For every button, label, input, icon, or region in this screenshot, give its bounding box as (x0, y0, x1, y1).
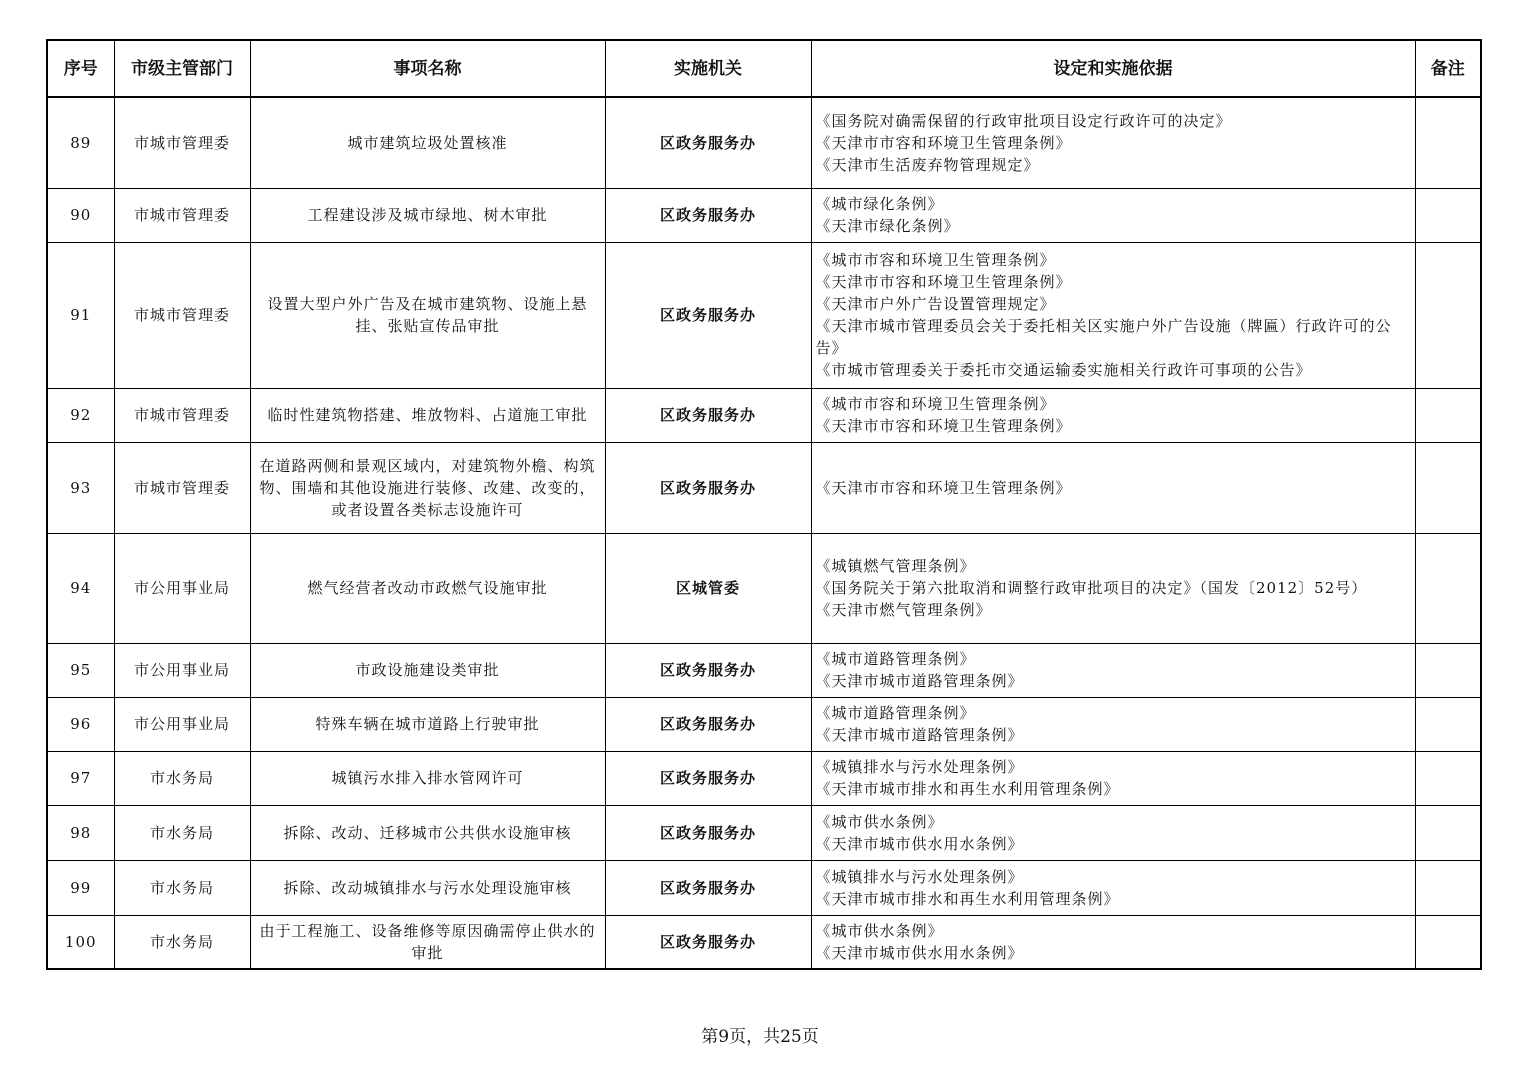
basis-line: 《天津市生活废弃物管理规定》 (815, 155, 1040, 174)
table-row (47, 188, 1481, 242)
header-org: 实施机关 (605, 40, 811, 97)
basis-line: 《天津市城市道路管理条例》 (815, 672, 1024, 690)
row-authority: 区政务服务办 (605, 860, 811, 915)
row-item-name: 工程建设涉及城市绿地、树木审批 (250, 188, 605, 242)
header-item: 事项名称 (250, 40, 605, 97)
basis-line: 《城市市容和环境卫生管理条例》 (815, 395, 1056, 413)
basis-line: 《天津市城市供水用水条例》 (815, 834, 1024, 853)
basis-line: 《国务院对确需保留的行政审批项目设定行政许可的决定》 (815, 111, 1232, 130)
row-item-name: 燃气经营者改动市政燃气设施审批 (250, 533, 605, 643)
row-item-name: 设置大型户外广告及在城市建筑物、设施上悬挂、张贴宣传品审批 (250, 242, 605, 388)
table-row (47, 805, 1481, 860)
row-item-name: 市政设施建设类审批 (250, 643, 605, 697)
row-remark (1415, 242, 1481, 388)
row-number: 93 (47, 442, 114, 533)
row-department: 市水务局 (114, 751, 250, 805)
table-body (47, 97, 1481, 969)
row-number: 94 (47, 533, 114, 643)
row-item-name: 特殊车辆在城市道路上行驶审批 (250, 697, 605, 751)
basis-line: 《市城市管理委关于委托市交通运输委实施相关行政许可事项的公告》 (815, 361, 1312, 379)
basis-line: 《天津市绿化条例》 (815, 217, 960, 235)
table-row (47, 697, 1481, 751)
table-row (47, 915, 1481, 969)
header-dept: 市级主管部门 (114, 40, 250, 97)
row-remark (1415, 643, 1481, 697)
page-footer: 第9页，共25页 (701, 1027, 819, 1047)
header-no: 序号 (47, 40, 114, 97)
row-basis (811, 805, 1415, 860)
row-number: 100 (47, 915, 114, 969)
row-basis (811, 643, 1415, 697)
basis-line: 《城市绿化条例》 (815, 195, 944, 213)
row-item-name: 拆除、改动城镇排水与污水处理设施审核 (250, 860, 605, 915)
row-number: 95 (47, 643, 114, 697)
basis-line: 《城镇燃气管理条例》 (815, 557, 976, 575)
basis-line: 《城市道路管理条例》 (815, 704, 976, 722)
table-row (47, 860, 1481, 915)
row-department: 市水务局 (114, 915, 250, 969)
row-department: 市公用事业局 (114, 643, 250, 697)
row-department: 市公用事业局 (114, 533, 250, 643)
row-authority: 区政务服务办 (605, 242, 811, 388)
table-row (47, 388, 1481, 442)
table-row (47, 533, 1481, 643)
row-item-name: 城镇污水排入排水管网许可 (250, 751, 605, 805)
basis-line: 《天津市城市供水用水条例》 (815, 943, 1024, 962)
table-row (47, 643, 1481, 697)
row-number: 98 (47, 805, 114, 860)
basis-line: 《城镇排水与污水处理条例》 (815, 867, 1024, 886)
row-item-name: 在道路两侧和景观区域内，对建筑物外檐、构筑物、围墙和其他设施进行装修、改建、改变的，或者设置各类标志设施许可 (250, 442, 605, 533)
row-authority: 区城管委 (605, 533, 811, 643)
basis-line: 《城市道路管理条例》 (815, 650, 976, 668)
header-basis: 设定和实施依据 (811, 40, 1415, 97)
row-remark (1415, 533, 1481, 643)
basis-line: 《天津市市容和环境卫生管理条例》 (815, 133, 1072, 152)
basis-line: 《天津市市容和环境卫生管理条例》 (815, 478, 1072, 497)
row-department: 市城市管理委 (114, 188, 250, 242)
row-basis (811, 97, 1415, 188)
basis-line: 《天津市城市管理委员会关于委托相关区实施户外广告设施（牌匾）行政许可的公告》 (815, 317, 1392, 357)
row-authority: 区政务服务办 (605, 442, 811, 533)
row-number: 99 (47, 860, 114, 915)
row-basis (811, 697, 1415, 751)
items-table (46, 39, 1482, 970)
row-department: 市城市管理委 (114, 97, 250, 188)
row-remark (1415, 388, 1481, 442)
row-basis (811, 751, 1415, 805)
basis-line: 《城镇排水与污水处理条例》 (815, 758, 1024, 776)
basis-line: 《国务院关于第六批取消和调整行政审批项目的决定》（国发〔2012〕52号） (815, 579, 1368, 597)
basis-line: 《天津市市容和环境卫生管理条例》 (815, 273, 1072, 291)
basis-line: 《天津市城市排水和再生水利用管理条例》 (815, 889, 1120, 908)
row-department: 市水务局 (114, 805, 250, 860)
row-number: 96 (47, 697, 114, 751)
row-basis (811, 388, 1415, 442)
basis-line: 《天津市城市排水和再生水利用管理条例》 (815, 780, 1120, 798)
basis-line: 《天津市户外广告设置管理规定》 (815, 295, 1056, 313)
basis-line: 《城市供水条例》 (815, 921, 944, 940)
row-basis (811, 442, 1415, 533)
row-remark (1415, 97, 1481, 188)
row-number: 90 (47, 188, 114, 242)
row-number: 91 (47, 242, 114, 388)
row-department: 市城市管理委 (114, 242, 250, 388)
row-remark (1415, 751, 1481, 805)
row-basis (811, 915, 1415, 969)
row-number: 89 (47, 97, 114, 188)
row-remark (1415, 442, 1481, 533)
row-department: 市水务局 (114, 860, 250, 915)
basis-line: 《天津市燃气管理条例》 (815, 601, 992, 619)
row-department: 市城市管理委 (114, 442, 250, 533)
row-item-name: 城市建筑垃圾处置核准 (250, 97, 605, 188)
row-authority: 区政务服务办 (605, 97, 811, 188)
basis-line: 《城市市容和环境卫生管理条例》 (815, 251, 1056, 269)
row-authority: 区政务服务办 (605, 188, 811, 242)
basis-line: 《城市供水条例》 (815, 812, 944, 831)
row-number: 97 (47, 751, 114, 805)
row-item-name: 临时性建筑物搭建、堆放物料、占道施工审批 (250, 388, 605, 442)
row-department: 市公用事业局 (114, 697, 250, 751)
table-row (47, 242, 1481, 388)
header-row (47, 40, 1481, 97)
row-authority: 区政务服务办 (605, 697, 811, 751)
basis-line: 《天津市市容和环境卫生管理条例》 (815, 417, 1072, 435)
row-number: 92 (47, 388, 114, 442)
row-remark (1415, 697, 1481, 751)
row-basis (811, 860, 1415, 915)
row-remark (1415, 805, 1481, 860)
row-authority: 区政务服务办 (605, 805, 811, 860)
row-authority: 区政务服务办 (605, 915, 811, 969)
header-remark: 备注 (1415, 40, 1481, 97)
row-basis (811, 242, 1415, 388)
row-department: 市城市管理委 (114, 388, 250, 442)
table-row (47, 442, 1481, 533)
row-authority: 区政务服务办 (605, 388, 811, 442)
row-item-name: 拆除、改动、迁移城市公共供水设施审核 (250, 805, 605, 860)
table-row (47, 751, 1481, 805)
row-remark (1415, 188, 1481, 242)
row-authority: 区政务服务办 (605, 643, 811, 697)
row-basis (811, 533, 1415, 643)
row-item-name: 由于工程施工、设备维修等原因确需停止供水的审批 (250, 915, 605, 969)
row-authority: 区政务服务办 (605, 751, 811, 805)
row-remark (1415, 860, 1481, 915)
table-row (47, 97, 1481, 188)
row-remark (1415, 915, 1481, 969)
row-basis (811, 188, 1415, 242)
basis-line: 《天津市城市道路管理条例》 (815, 726, 1024, 744)
